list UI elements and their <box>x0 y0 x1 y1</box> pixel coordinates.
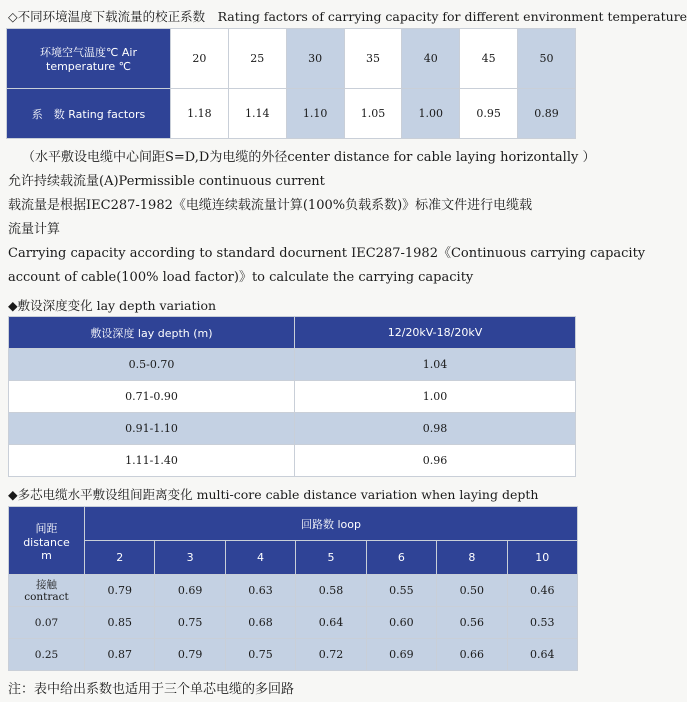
depth-factor-cell: 0.98 <box>295 413 576 445</box>
multicore-value-cell: 0.69 <box>366 639 436 671</box>
loop-count-cell: 4 <box>225 541 295 575</box>
temperature-cell: 35 <box>344 29 402 89</box>
footnote: 注：表中给出系数也适用于三个单芯电缆的多回路 <box>8 682 295 697</box>
rating-factors-label: 系 数 Rating factors <box>7 89 171 139</box>
temperature-cell: 20 <box>171 29 229 89</box>
lay-depth-table <box>8 316 576 477</box>
multicore-value-cell: 0.63 <box>225 575 295 607</box>
multicore-value-cell: 0.56 <box>437 607 507 639</box>
multicore-distance-table <box>8 506 578 671</box>
distance-corner-en: distance <box>23 535 70 549</box>
multicore-value-cell: 0.64 <box>507 639 577 671</box>
capacity-standard-en-1: Carrying capacity according to standard docurnent IEC287-1982《Continuous carrying capacity <box>8 246 646 261</box>
loop-count-cell: 3 <box>155 541 225 575</box>
depth-cell: 1.11-1.40 <box>9 445 295 477</box>
distance-corner-unit: m <box>41 548 52 562</box>
multicore-value-cell: 0.69 <box>155 575 225 607</box>
factor-cell: 1.14 <box>228 89 286 139</box>
lay-depth-header: 敷设深度 lay depth (m) <box>9 317 295 349</box>
voltage-header: 12/20kV-18/20kV <box>295 317 576 349</box>
depth-cell: 0.71-0.90 <box>9 381 295 413</box>
multicore-value-cell: 0.79 <box>85 575 155 607</box>
multicore-value-cell: 0.75 <box>155 607 225 639</box>
multicore-title: ◆多芯电缆水平敷设组间距离变化 multi-core cable distance variation when laying depth <box>8 487 539 502</box>
distance-row-label: 0.25 <box>9 639 85 671</box>
multicore-value-cell: 0.68 <box>225 607 295 639</box>
rating-factors-title: ◇不同环境温度下载流量的校正系数 Rating factors of carrying capacity for different environment temperature <box>8 9 687 24</box>
loop-count-cell: 6 <box>366 541 436 575</box>
multicore-value-cell: 0.58 <box>296 575 366 607</box>
multicore-value-cell: 0.46 <box>507 575 577 607</box>
distance-row-label-cn: 接触 <box>36 578 57 591</box>
distance-row-label: 0.07 <box>9 607 85 639</box>
depth-factor-cell: 1.04 <box>295 349 576 381</box>
factor-cell: 1.10 <box>286 89 344 139</box>
lay-depth-title: ◆敷设深度变化 lay depth variation <box>8 298 217 313</box>
permissible-current-note: 允许持续载流量(A)Permissible continuous current <box>8 174 325 189</box>
factor-cell: 0.89 <box>518 89 576 139</box>
multicore-value-cell: 0.55 <box>366 575 436 607</box>
rating-factors-table <box>6 28 576 139</box>
loop-count-cell: 2 <box>85 541 155 575</box>
capacity-standard-en-2: account of cable(100% load factor)》to calculate the carrying capacity <box>8 270 474 285</box>
distance-row-label <box>9 575 85 607</box>
loop-count-cell: 8 <box>437 541 507 575</box>
multicore-value-cell: 0.87 <box>85 639 155 671</box>
multicore-value-cell: 0.66 <box>437 639 507 671</box>
factor-cell: 0.95 <box>460 89 518 139</box>
factor-cell: 1.18 <box>171 89 229 139</box>
temperature-cell: 40 <box>402 29 460 89</box>
depth-cell: 0.5-0.70 <box>9 349 295 381</box>
temperature-cell: 45 <box>460 29 518 89</box>
multicore-value-cell: 0.50 <box>437 575 507 607</box>
distance-corner-header <box>9 507 85 575</box>
center-distance-note: （水平敷设电缆中心间距S=D,D为电缆的外径center distance for cable laying horizontally ） <box>22 150 596 165</box>
distance-corner-cn: 间距 <box>35 521 58 535</box>
distance-row-label-en: contract <box>24 590 69 603</box>
depth-factor-cell: 0.96 <box>295 445 576 477</box>
factor-cell: 1.05 <box>344 89 402 139</box>
depth-cell: 0.91-1.10 <box>9 413 295 445</box>
multicore-value-cell: 0.60 <box>366 607 436 639</box>
temperature-cell: 30 <box>286 29 344 89</box>
factor-cell: 1.00 <box>402 89 460 139</box>
depth-factor-cell: 1.00 <box>295 381 576 413</box>
multicore-value-cell: 0.75 <box>225 639 295 671</box>
multicore-value-cell: 0.72 <box>296 639 366 671</box>
capacity-standard-cn-1: 载流量是根据IEC287-1982《电缆连续载流量计算(100%负载系数)》标准文件进行电缆载 <box>8 198 533 213</box>
multicore-value-cell: 0.79 <box>155 639 225 671</box>
multicore-value-cell: 0.85 <box>85 607 155 639</box>
multicore-value-cell: 0.53 <box>507 607 577 639</box>
air-temperature-label: 环境空气温度℃ Air temperature ℃ <box>7 29 171 89</box>
loop-count-cell: 5 <box>296 541 366 575</box>
temperature-cell: 25 <box>228 29 286 89</box>
capacity-standard-cn-2: 流量计算 <box>8 222 61 237</box>
temperature-cell: 50 <box>518 29 576 89</box>
loop-header: 回路数 loop <box>85 507 578 541</box>
loop-count-cell: 10 <box>507 541 577 575</box>
multicore-value-cell: 0.64 <box>296 607 366 639</box>
